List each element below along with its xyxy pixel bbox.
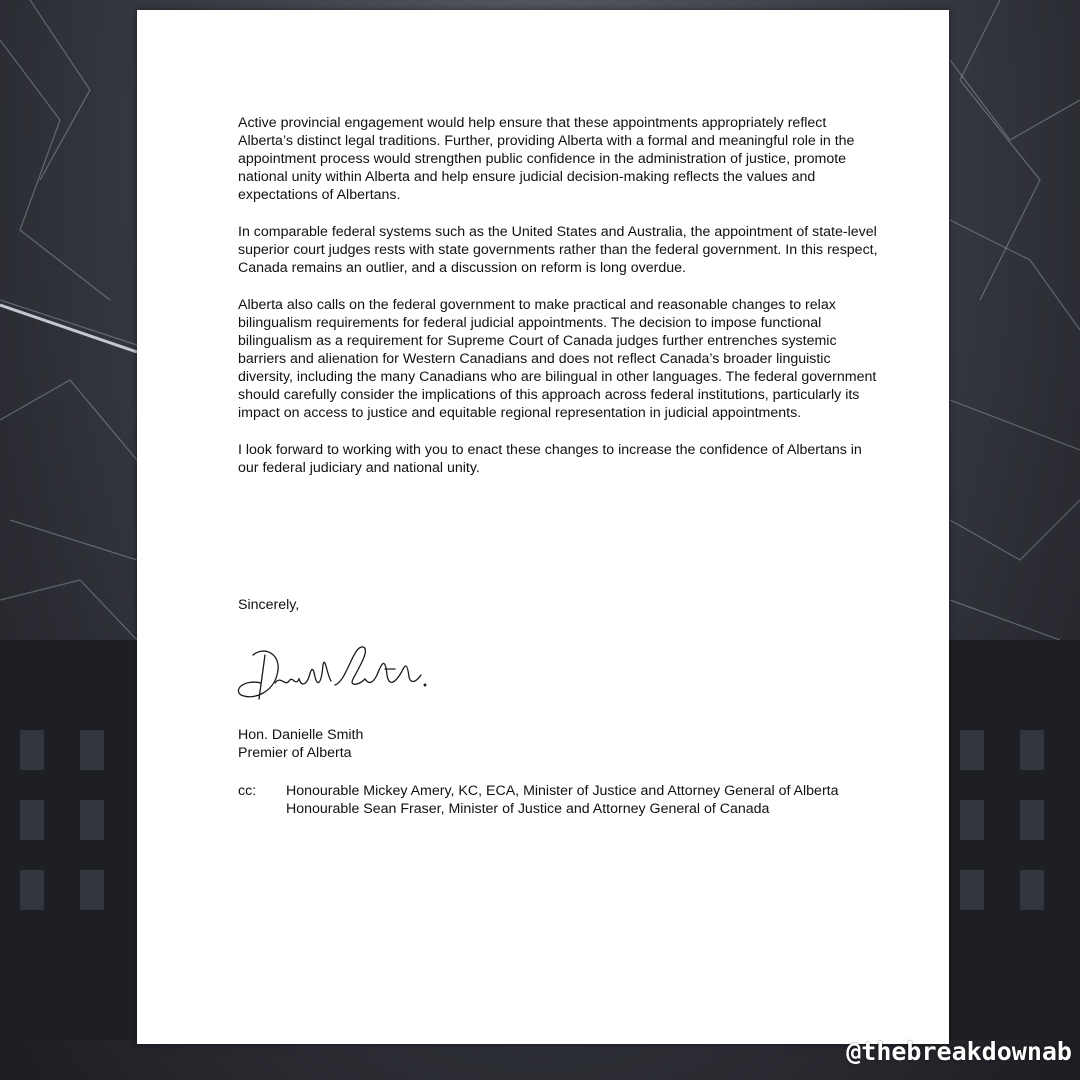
letter-closing: Sincerely, — [238, 597, 300, 613]
letter-body — [238, 114, 878, 496]
cc-recipient: Honourable Mickey Amery, KC, ECA, Minister of Justice and Attorney General of Alberta — [286, 783, 839, 799]
watermark-handle: @thebreakdownab — [846, 1037, 1072, 1066]
letter-paragraph-2: In comparable federal systems such as the United States and Australia, the appointment of state-level superior court judges rests with state governments rather than the federal government. In this respect, Canada remains an outlier, and a discussion on reform is long overdue. — [238, 224, 878, 276]
letter-paragraph-1: Active provincial engagement would help ensure that these appointments appropriately reflect Alberta’s distinct legal traditions. Further, providing Alberta with a formal and meaningful role in the appointment process would strengthen public confidence in the administration of justice, promote national unity within Alberta and help ensure judicial decision-making reflects the values and expectations of Albertans. — [238, 115, 855, 203]
signer-name: Hon. Danielle Smith — [238, 727, 364, 743]
signer-title: Premier of Alberta — [238, 745, 352, 761]
letter-page — [137, 10, 949, 1044]
letter-paragraph-4: I look forward to working with you to enact these changes to increase the confidence of Albertans in our federal judiciary and national unity. — [238, 442, 862, 476]
cc-list — [286, 782, 886, 818]
signer-block — [238, 726, 363, 762]
letter-paragraph-3: Alberta also calls on the federal government to make practical and reasonable changes to relax bilingualism requirements for federal judicial appointments. The decision to impose functional bilingualism as a requirement for Supreme Court of Canada judges further entrenches systemic barriers and alienation for Western Canadians and does not reflect Canada’s broader linguistic diversity, including the many Canadians who are bilingual in other languages. The federal government should carefully consider the implications of this approach across federal institutions, particularly its impact on access to justice and equitable regional representation in judicial appointments. — [238, 297, 877, 421]
cc-label: cc: — [238, 783, 257, 799]
signature-image — [235, 625, 435, 710]
cc-recipient: Honourable Sean Fraser, Minister of Justice and Attorney General of Canada — [286, 801, 770, 817]
